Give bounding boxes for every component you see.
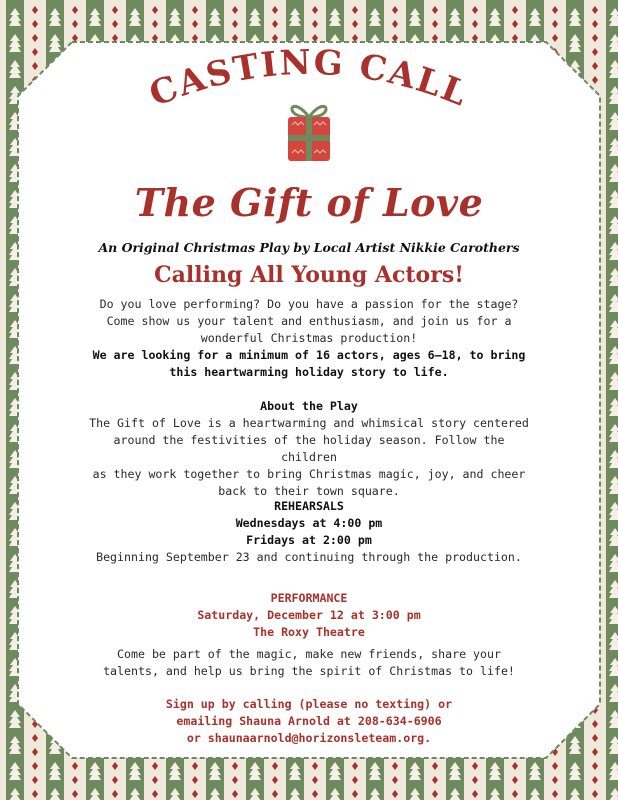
rehearsals-section xyxy=(84,498,534,566)
casting-call-text: CASTING CALL xyxy=(143,42,475,116)
signup-line: Sign up by calling (please no texting) or xyxy=(165,697,453,711)
closing-line: Come be part of the magic, make new friends, share your xyxy=(117,647,501,661)
closing-section xyxy=(84,646,534,680)
rehearsal-note: Beginning September 23 and continuing through the production. xyxy=(96,550,522,564)
play-title: The Gift of Love xyxy=(134,180,484,225)
signup-line: emailing Shauna Arnold at 208-634-6906 xyxy=(176,714,442,728)
performance-section xyxy=(84,590,534,641)
about-section xyxy=(84,398,534,500)
about-line: back to their town square. xyxy=(218,484,400,498)
calling-heading: Calling All Young Actors! xyxy=(154,262,464,288)
rehearsal-day: Wednesdays at 4:00 pm xyxy=(235,516,383,530)
intro-bold-line: We are looking for a minimum of 16 actors, ages 6–18, to bring xyxy=(92,348,526,362)
performance-date: Saturday, December 12 at 3:00 pm xyxy=(197,608,421,622)
about-line: around the festivities of the holiday season. Follow the children xyxy=(113,433,505,464)
play-subtitle: An Original Christmas Play by Local Artist Nikkie Carothers xyxy=(98,240,520,255)
about-line: The Gift of Love is a heartwarming and whimsical story centered xyxy=(89,416,529,430)
signup-section xyxy=(84,696,534,747)
rehearsals-heading: REHEARSALS xyxy=(274,499,344,513)
intro-section xyxy=(84,296,534,381)
about-heading: About the Play xyxy=(260,399,358,413)
intro-line: Do you love performing? Do you have a passion for the stage? xyxy=(99,297,519,311)
rehearsal-day: Fridays at 2:00 pm xyxy=(246,533,372,547)
performance-venue: The Roxy Theatre xyxy=(253,625,365,639)
intro-line: wonderful Christmas production! xyxy=(200,331,418,345)
gift-icon xyxy=(284,95,334,165)
signup-line: or shaunaarnold@horizonsleteam.org. xyxy=(186,731,432,745)
intro-bold-line: this heartwarming holiday story to life. xyxy=(169,365,449,379)
intro-line: Come show us your talent and enthusiasm, and join us for a xyxy=(106,314,512,328)
performance-heading: PERFORMANCE xyxy=(270,591,348,605)
about-line: as they work together to bring Christmas magic, joy, and cheer xyxy=(92,467,526,481)
closing-line: talents, and help us bring the spirit of Christmas to life! xyxy=(103,664,515,678)
